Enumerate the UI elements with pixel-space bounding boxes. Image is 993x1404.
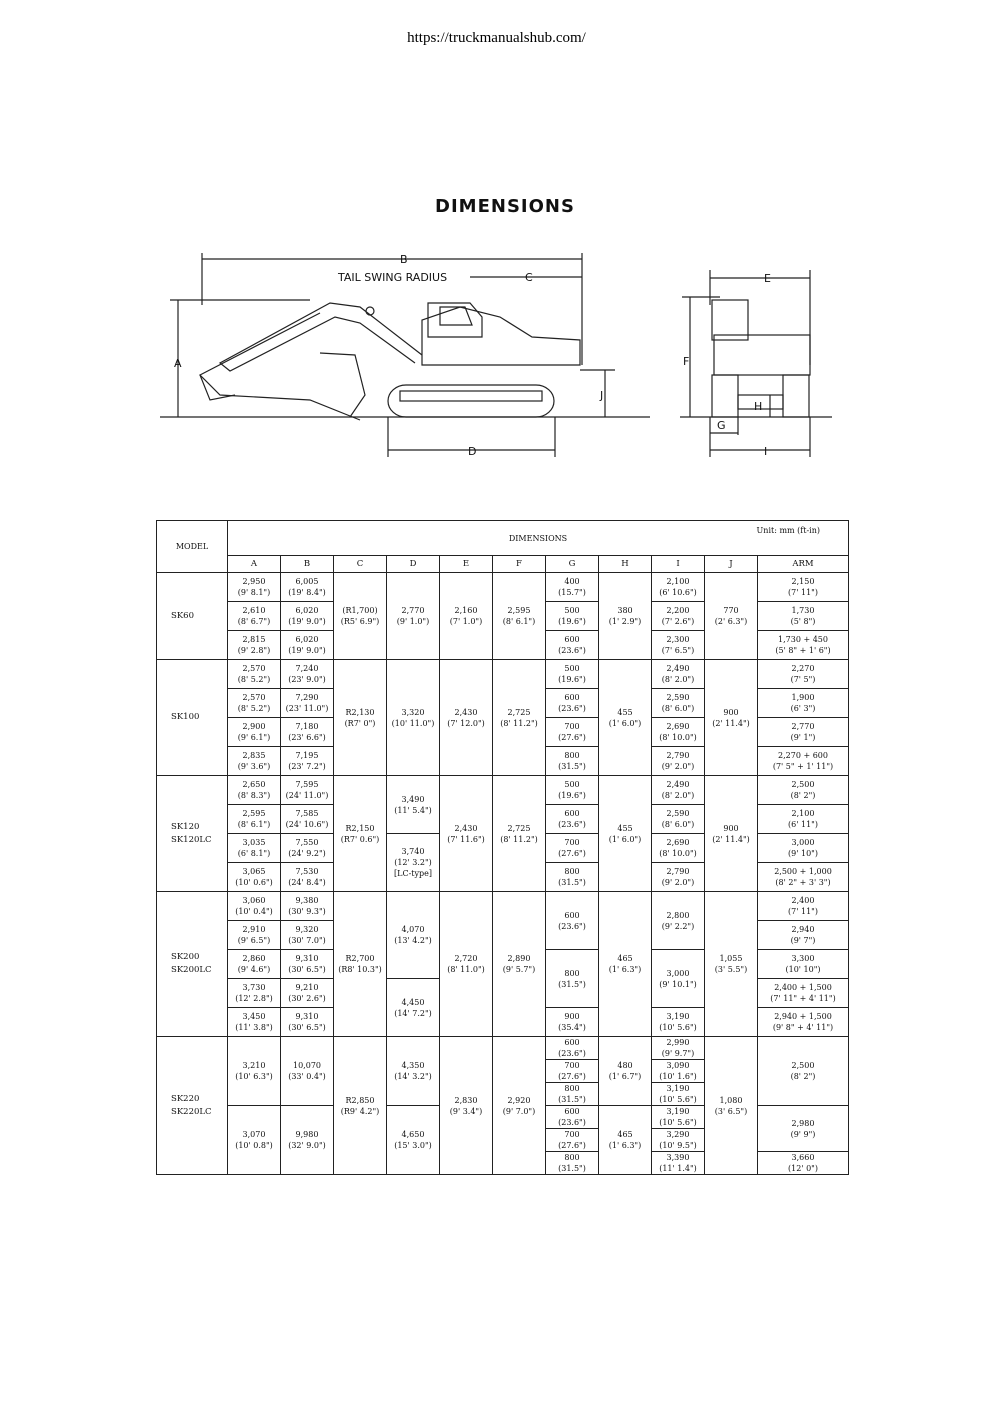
table-cell: 2,900 (9' 6.1") (228, 718, 281, 747)
table-cell: 2,770 (9' 1.0") (387, 573, 440, 660)
table-cell: 2,160 (7' 1.0") (440, 573, 493, 660)
table-cell: 1,730 + 450 (5' 8" + 1' 6") (758, 631, 849, 660)
table-cell: 3,320 (10' 11.0") (387, 660, 440, 776)
table-cell: 2,910 (9' 6.5") (228, 921, 281, 950)
table-cell: 2,835 (9' 3.6") (228, 747, 281, 776)
col-header: B (281, 556, 334, 573)
table-cell: 3,190 (10' 5.6") (652, 1106, 705, 1129)
table-cell: 2,400 + 1,500 (7' 11" + 4' 11") (758, 979, 849, 1008)
table-cell: 4,350 (14' 3.2") (387, 1037, 440, 1106)
table-cell: 600 (23.6") (546, 689, 599, 718)
table-cell: 3,000 (9' 10.1") (652, 950, 705, 1008)
table-cell: 2,725 (8' 11.2") (493, 776, 546, 892)
table-cell: 2,990 (9' 9.7") (652, 1037, 705, 1060)
table-cell: 700 (27.6") (546, 1129, 599, 1152)
table-cell: 800 (31.5") (546, 1152, 599, 1175)
table-cell: 2,690 (8' 10.0") (652, 718, 705, 747)
table-cell: 800 (31.5") (546, 950, 599, 1008)
label-tail-swing: TAIL SWING RADIUS (338, 271, 448, 284)
table-cell: 500 (19.6") (546, 602, 599, 631)
model-cell: SK120 SK120LC (157, 776, 228, 892)
table-cell: 600 (23.6") (546, 1106, 599, 1129)
table-cell: 1,900 (6' 3") (758, 689, 849, 718)
label-g: G (717, 419, 726, 432)
table-cell: 3,660 (12' 0") (758, 1152, 849, 1175)
table-cell: 770 (2' 6.3") (705, 573, 758, 660)
table-cell: 3,390 (11' 1.4") (652, 1152, 705, 1175)
table-cell: 700 (27.6") (546, 834, 599, 863)
table-cell: 800 (31.5") (546, 863, 599, 892)
table-cell: 600 (23.6") (546, 1037, 599, 1060)
table-cell: 6,020 (19' 9.0") (281, 602, 334, 631)
table-cell: 2,950 (9' 8.1") (228, 573, 281, 602)
table-cell: 380 (1' 2.9") (599, 573, 652, 660)
table-cell: 7,195 (23' 7.2") (281, 747, 334, 776)
dimensions-header (228, 521, 849, 556)
col-header: F (493, 556, 546, 573)
col-header: J (705, 556, 758, 573)
table-cell: 3,210 (10' 6.3") (228, 1037, 281, 1106)
table-cell: 2,500 (8' 2") (758, 1037, 849, 1106)
table-cell: 1,730 (5' 8") (758, 602, 849, 631)
table-cell: 3,035 (6' 8.1") (228, 834, 281, 863)
table-cell: 500 (19.6") (546, 776, 599, 805)
page-title: DIMENSIONS (435, 196, 575, 217)
table-cell: 2,430 (7' 12.0") (440, 660, 493, 776)
table-cell: 455 (1' 6.0") (599, 660, 652, 776)
label-j: J (600, 389, 604, 402)
dimensions-table (156, 520, 849, 1175)
table-cell: 2,610 (8' 6.7") (228, 602, 281, 631)
table-cell: 7,180 (23' 6.6") (281, 718, 334, 747)
table-cell: 10,070 (33' 0.4") (281, 1037, 334, 1106)
table-cell: 2,500 (8' 2") (758, 776, 849, 805)
table-cell: 465 (1' 6.3") (599, 892, 652, 1037)
table-cell: 900 (2' 11.4") (705, 776, 758, 892)
table-cell: 2,790 (9' 2.0") (652, 863, 705, 892)
table-cell: 3,740 (12' 3.2") [LC-type] (387, 834, 440, 892)
col-header: H (599, 556, 652, 573)
table-cell: 2,720 (8' 11.0") (440, 892, 493, 1037)
table-cell: 400 (15.7") (546, 573, 599, 602)
model-header: MODEL (157, 521, 228, 573)
model-cell: SK220 SK220LC (157, 1037, 228, 1175)
table-cell: 800 (31.5") (546, 747, 599, 776)
dimensions-header-label: DIMENSIONS (508, 533, 568, 543)
table-cell: 9,310 (30' 6.5") (281, 950, 334, 979)
table-cell: 4,070 (13' 4.2") (387, 892, 440, 979)
table-cell: 2,490 (8' 2.0") (652, 660, 705, 689)
table-cell: 9,210 (30' 2.6") (281, 979, 334, 1008)
table-cell: 480 (1' 6.7") (599, 1037, 652, 1106)
table-cell: 2,890 (9' 5.7") (493, 892, 546, 1037)
col-header: I (652, 556, 705, 573)
model-cell: SK60 (157, 573, 228, 660)
table-cell: 2,800 (9' 2.2") (652, 892, 705, 950)
table-cell: 800 (31.5") (546, 1083, 599, 1106)
col-header: G (546, 556, 599, 573)
table-cell: 2,790 (9' 2.0") (652, 747, 705, 776)
table-cell: 2,690 (8' 10.0") (652, 834, 705, 863)
table-cell: R2,130 (R7' 0") (334, 660, 387, 776)
table-cell: 2,940 + 1,500 (9' 8" + 4' 11") (758, 1008, 849, 1037)
table-cell: 2,725 (8' 11.2") (493, 660, 546, 776)
table-cell: 2,590 (8' 6.0") (652, 689, 705, 718)
table-cell: (R1,700) (R5' 6.9") (334, 573, 387, 660)
table-cell: 600 (23.6") (546, 631, 599, 660)
col-header: A (228, 556, 281, 573)
table-cell: 2,500 + 1,000 (8' 2" + 3' 3") (758, 863, 849, 892)
table-cell: 7,595 (24' 11.0") (281, 776, 334, 805)
table-cell: 900 (2' 11.4") (705, 660, 758, 776)
table-cell: 2,300 (7' 6.5") (652, 631, 705, 660)
label-c: C (525, 271, 533, 284)
table-cell: 2,920 (9' 7.0") (493, 1037, 546, 1175)
table-cell: 465 (1' 6.3") (599, 1106, 652, 1175)
table-cell: 7,530 (24' 8.4") (281, 863, 334, 892)
table-cell: 9,980 (32' 9.0") (281, 1106, 334, 1175)
table-cell: 3,090 (10' 1.6") (652, 1060, 705, 1083)
table-cell: 7,240 (23' 9.0") (281, 660, 334, 689)
table-cell: 500 (19.6") (546, 660, 599, 689)
col-header: E (440, 556, 493, 573)
table-cell: 2,830 (9' 3.4") (440, 1037, 493, 1175)
label-e: E (764, 272, 771, 285)
table-cell: 2,595 (8' 6.1") (493, 573, 546, 660)
table-cell: 2,570 (8' 5.2") (228, 689, 281, 718)
table-cell: 700 (27.6") (546, 718, 599, 747)
table-cell: 7,585 (24' 10.6") (281, 805, 334, 834)
table-cell: 7,290 (23' 11.0") (281, 689, 334, 718)
table-cell: 9,320 (30' 7.0") (281, 921, 334, 950)
col-header: C (334, 556, 387, 573)
col-header: D (387, 556, 440, 573)
table-cell: 2,430 (7' 11.6") (440, 776, 493, 892)
label-a: A (174, 357, 182, 370)
model-cell: SK100 (157, 660, 228, 776)
header-url: https://truckmanualshub.com/ (407, 30, 586, 46)
table-cell: 2,590 (8' 6.0") (652, 805, 705, 834)
table-cell: 2,815 (9' 2.8") (228, 631, 281, 660)
table-cell: 4,450 (14' 7.2") (387, 979, 440, 1037)
table-cell: 3,300 (10' 10") (758, 950, 849, 979)
table-cell: R2,150 (R7' 0.6") (334, 776, 387, 892)
label-b: B (400, 253, 408, 266)
table-cell: 2,270 (7' 5") (758, 660, 849, 689)
table-cell: 900 (35.4") (546, 1008, 599, 1037)
table-cell: 2,570 (8' 5.2") (228, 660, 281, 689)
table-cell: R2,850 (R9' 4.2") (334, 1037, 387, 1175)
table-cell: 3,060 (10' 0.4") (228, 892, 281, 921)
table-cell: 1,080 (3' 6.5") (705, 1037, 758, 1175)
table-cell: 2,400 (7' 11") (758, 892, 849, 921)
unit-label: Unit: mm (ft-in) (756, 526, 820, 535)
table-cell: 3,065 (10' 0.6") (228, 863, 281, 892)
table-cell: 2,100 (6' 11") (758, 805, 849, 834)
table-cell: 2,100 (6' 10.6") (652, 573, 705, 602)
table-cell: 2,650 (8' 8.3") (228, 776, 281, 805)
table-cell: 2,150 (7' 11") (758, 573, 849, 602)
table-cell: 2,860 (9' 4.6") (228, 950, 281, 979)
table-cell: 7,550 (24' 9.2") (281, 834, 334, 863)
table-cell: 3,290 (10' 9.5") (652, 1129, 705, 1152)
table-cell: 700 (27.6") (546, 1060, 599, 1083)
table-cell: 455 (1' 6.0") (599, 776, 652, 892)
label-i: I (764, 445, 768, 458)
table-cell: R2,700 (R8' 10.3") (334, 892, 387, 1037)
table-cell: 4,650 (15' 3.0") (387, 1106, 440, 1175)
table-cell: 9,380 (30' 9.3") (281, 892, 334, 921)
label-h: H (754, 400, 763, 413)
table-cell: 2,270 + 600 (7' 5" + 1' 11") (758, 747, 849, 776)
dimensions-diagram (160, 245, 840, 465)
table-cell: 3,190 (10' 5.6") (652, 1008, 705, 1037)
table-cell: 3,730 (12' 2.8") (228, 979, 281, 1008)
label-f: F (683, 355, 690, 368)
table-cell: 2,490 (8' 2.0") (652, 776, 705, 805)
table-cell: 600 (23.6") (546, 892, 599, 950)
table-cell: 600 (23.6") (546, 805, 599, 834)
table-cell: 2,770 (9' 1") (758, 718, 849, 747)
table-cell: 2,980 (9' 9") (758, 1106, 849, 1152)
table-cell: 3,000 (9' 10") (758, 834, 849, 863)
table-cell: 6,020 (19' 9.0") (281, 631, 334, 660)
table-cell: 1,055 (3' 5.5") (705, 892, 758, 1037)
table-cell: 3,190 (10' 5.6") (652, 1083, 705, 1106)
table-cell: 9,310 (30' 6.5") (281, 1008, 334, 1037)
table-cell: 3,490 (11' 5.4") (387, 776, 440, 834)
col-header: ARM (758, 556, 849, 573)
label-d: D (468, 445, 477, 458)
table-cell: 3,070 (10' 0.8") (228, 1106, 281, 1175)
model-cell: SK200 SK200LC (157, 892, 228, 1037)
table-cell: 6,005 (19' 8.4") (281, 573, 334, 602)
table-cell: 2,200 (7' 2.6") (652, 602, 705, 631)
table-cell: 3,450 (11' 3.8") (228, 1008, 281, 1037)
table-cell: 2,940 (9' 7") (758, 921, 849, 950)
table-cell: 2,595 (8' 6.1") (228, 805, 281, 834)
